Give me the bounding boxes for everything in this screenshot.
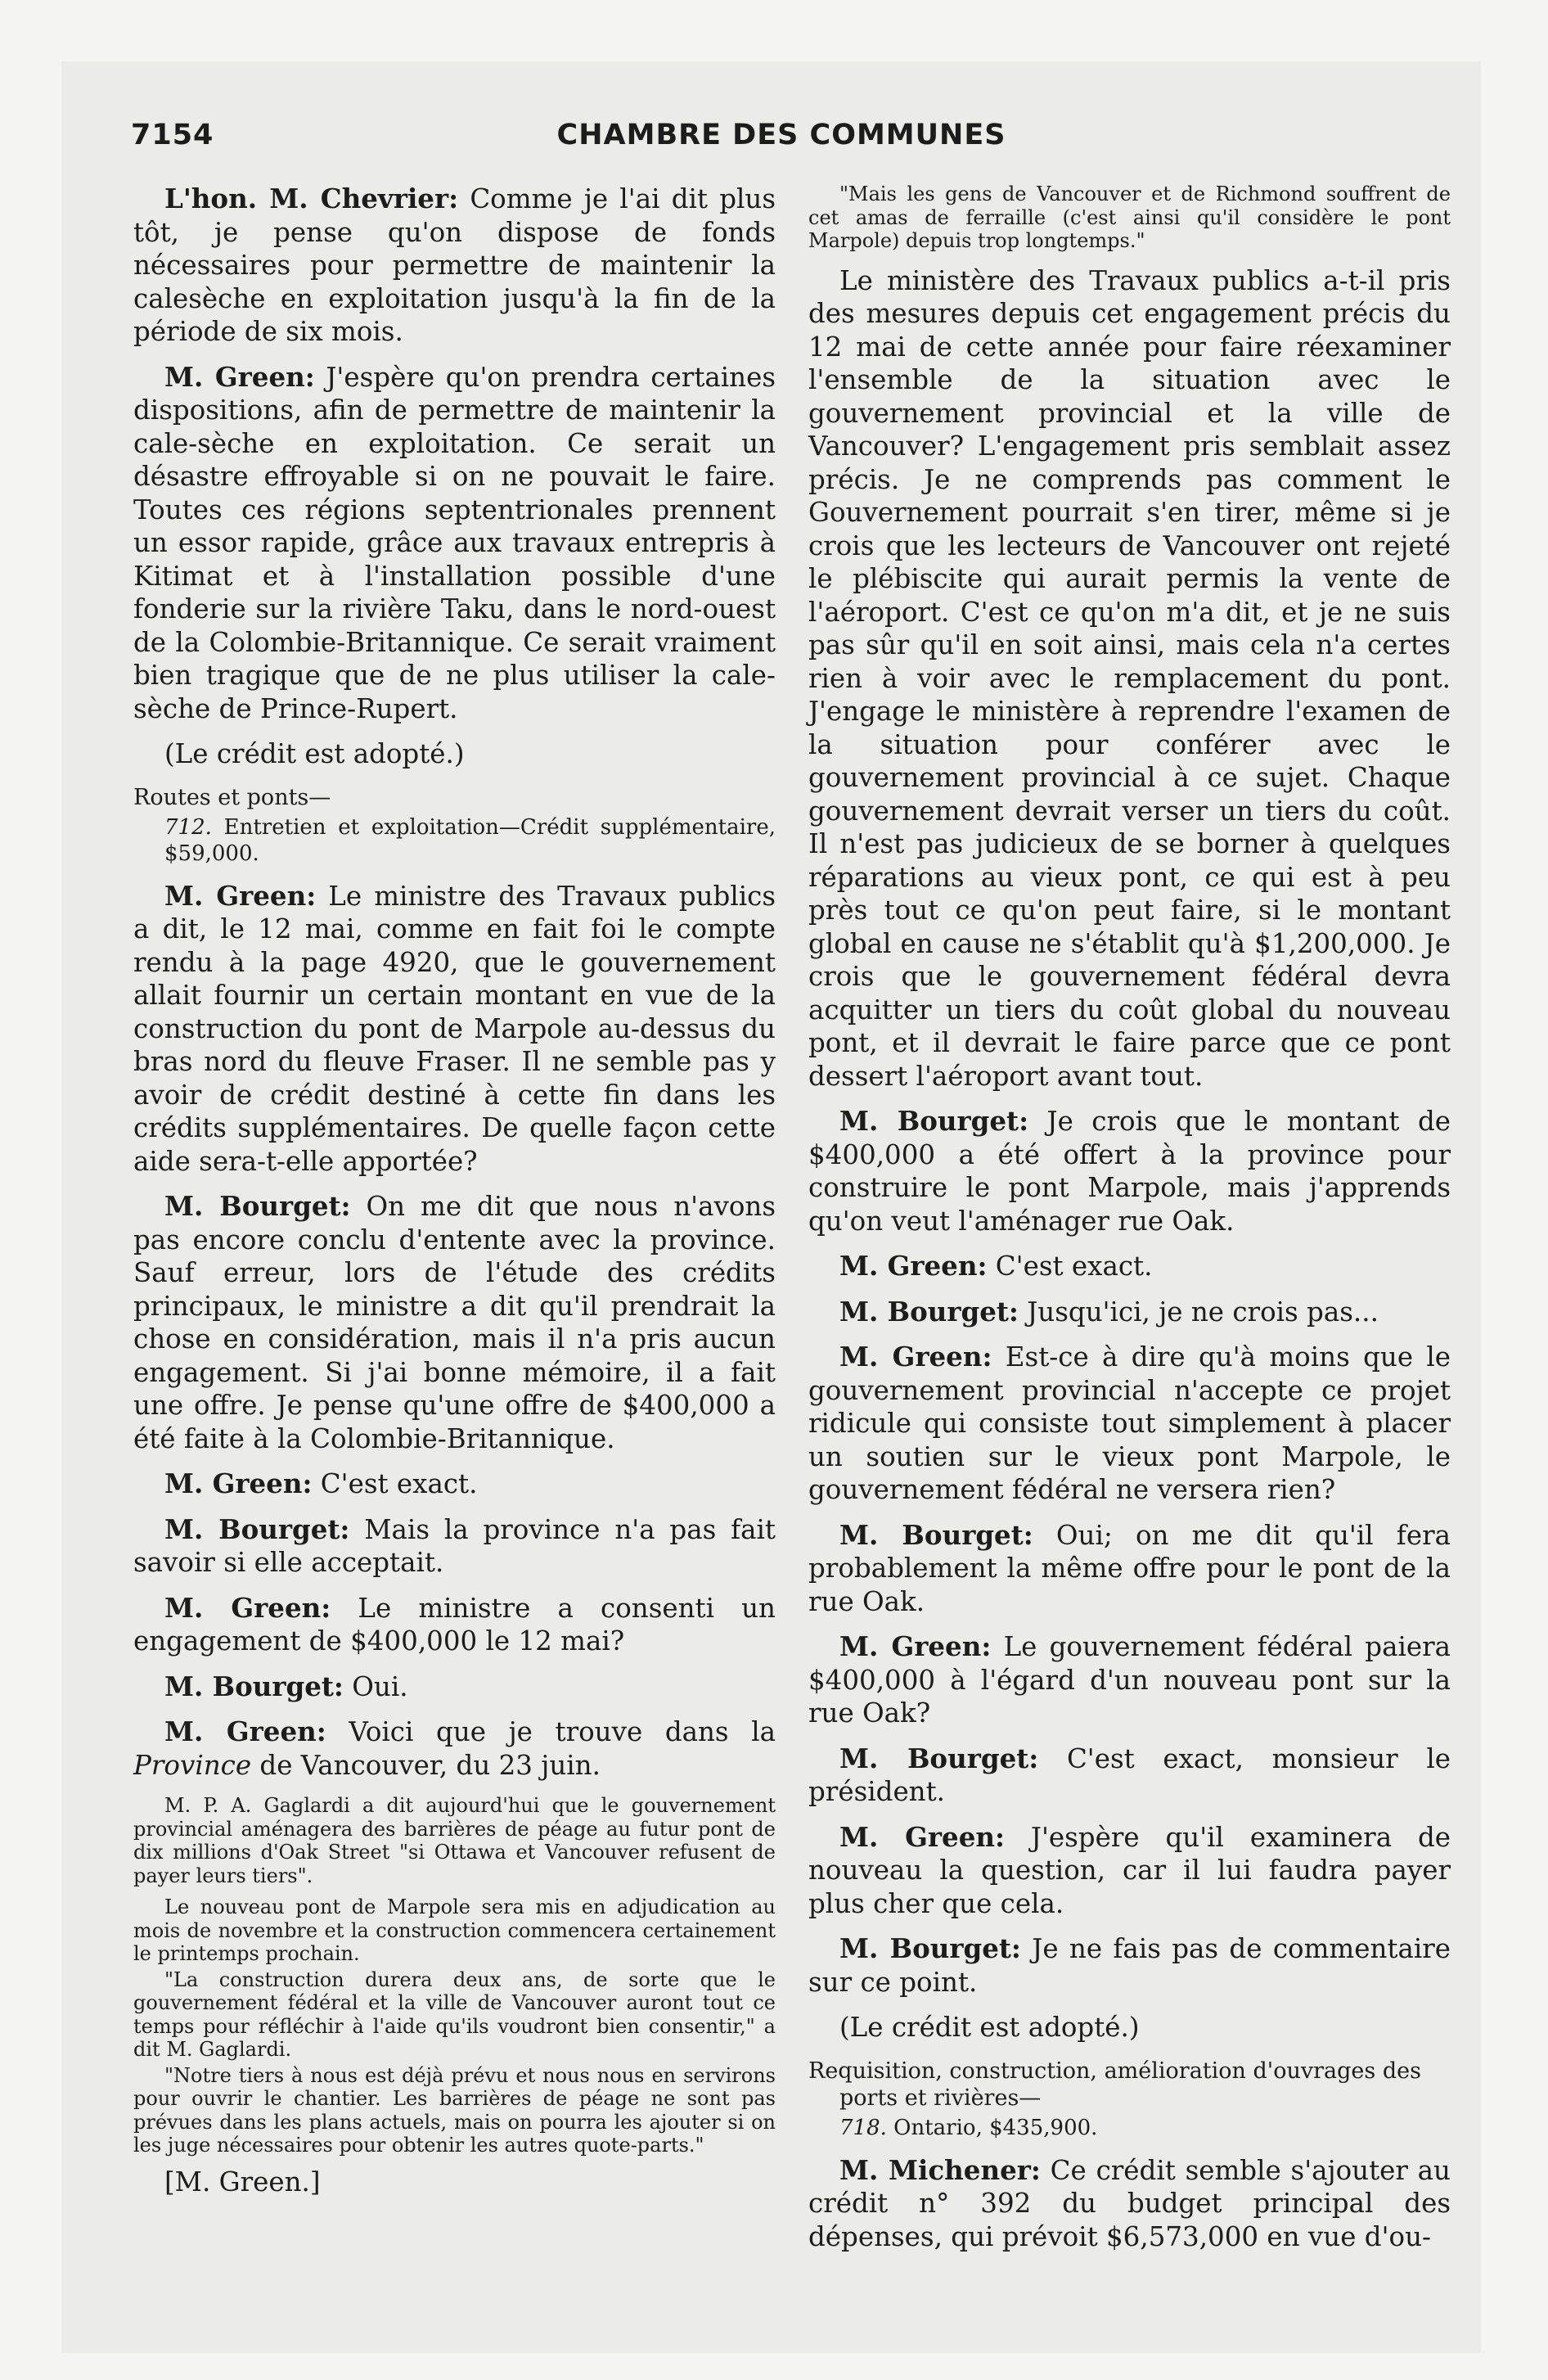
paragraph [133,1715,776,1782]
speaker-name: L'hon. M. Chevrier: [164,183,459,214]
speaker-name: M. Bourget: [164,1512,350,1545]
paragraph [808,1630,1451,1730]
speech-text: C'est exact. [987,1251,1153,1282]
paragraph [133,880,776,1179]
speaker-name: M. Bourget: [839,1295,1019,1327]
speech-text: Mais la province n'a pas fait savoir si elle acceptait. [133,1513,776,1578]
right-column [808,183,1451,2265]
paragraph [808,2154,1451,2254]
paragraph [808,1296,1451,1329]
paragraph [808,1742,1451,1809]
left-column [133,183,776,2211]
speech-text: de Vancouver, du 23 juin. [251,1749,601,1781]
speech-text: Le gouvernement fédéral paiera $400,000 à l'égard d'un nouveau pont sur la rue Oak? [808,1631,1451,1729]
paragraph: Le ministère des Travaux publics a-t-il pris des mesures depuis cet engagement précis du 12 mai de cette année pour faire réexaminer l'ensemble de la situation avec le gouvernement provincial et la ville de Vancouver? L'engagement pris semblait assez précis. Je ne comprends pas comment le Gouvernement pourrait s'en tirer, même si je crois que les lecteurs de Vancouver ont rejeté le plébiscite qui aurait permis la vente de l'aéroport. C'est ce qu'on m'a dit, et je ne suis pas sûr qu'il en soit ainsi, mais cela n'a certes rien à voir avec le remplacement du pont. J'engage le ministère à reprendre l'examen de la situation pour conférer avec le gouvernement provincial à ce sujet. Chaque gouvernement devrait verser un tiers du coût. Il n'est pas judicieux de se borner à quelques réparations au vieux pont, ce qui est à peu près tout ce qu'on peut faire, si le montant global en cause ne s'établit qu'à $1,200,000. Je crois que le gouvernement fédéral devra acquitter un tiers du coût global du nouveau pont, et il devrait le faire parce que ce pont dessert l'aéroport avant tout. [808,264,1451,1092]
speaker-name: M. Bourget: [839,1932,1021,1964]
speech-text: C'est exact, monsieur le président. [808,1742,1451,1807]
speech-text: J'espère qu'il examinera de nouveau la question, car il lui faudra payer plus cher que cela. [808,1821,1451,1919]
credit-text: Ontario, $435,900. [886,2115,1098,2140]
page-header [131,119,1432,168]
speaker-name: M. Green: [839,1630,992,1662]
paragraph [133,1513,776,1580]
speaker-continuation: [M. Green.] [164,2166,321,2197]
credit-item [808,2115,1451,2141]
paragraph [133,361,776,726]
quoted-paragraph: "Mais les gens de Vancouver et de Richmond souffrent de cet amas de ferraille (c'est ainsi qu'il considère le pont Marpole) depuis trop longtemps." [808,183,1451,252]
paragraph [808,1821,1451,1921]
speaker-name: M. Michener: [839,2153,1041,2186]
section-heading: Routes et ponts— [133,784,331,810]
speaker-name: M. Bourget: [839,1518,1033,1551]
credit-item [133,814,776,867]
speech-text: Est-ce à dire qu'à moins que le gouvernement provincial n'accepte ce projet ridicule qui consiste tout simplement à placer un soutien sur le vieux pont Marpole, le gouvernement fédéral ne versera rien? [808,1341,1451,1505]
speaker-name: M. Green: [164,1715,326,1747]
credit-text: Entretien et exploitation—Crédit supplémentaire, $59,000. [164,814,776,866]
newspaper-name: Province [133,1749,252,1781]
speaker-name: M. Bourget: [164,1670,344,1702]
paragraph [808,1932,1451,1999]
page-sheet [61,61,1481,2353]
paragraph [808,1519,1451,1619]
speech-text: Je ne fais pas de commentaire sur ce point. [808,1933,1451,1998]
speaker-name: M. Green: [839,1250,988,1282]
credit-number: 712. [164,814,212,840]
speech-text: Jusqu'ici, je ne crois pas... [1018,1296,1379,1327]
speaker-name: M. Bourget: [839,1742,1039,1774]
speaker-name: M. Green: [164,360,315,393]
speech-text: Oui; on me dit qu'il fera probablement la même offre pour le pont de la rue Oak. [808,1519,1451,1617]
speech-text: Comme je l'ai dit plus tôt, je pense qu'on dispose de fonds nécessaires pour permettre de maintenir la calesèche en exploitation jusqu'à la fin de la période de six mois. [133,183,776,347]
speech-text: Le ministre des Travaux publics a dit, le 12 mai, comme en fait foi le compte rendu à la page 4920, que le gouvernement allait fournir un certain montant en vue de la construction du pont de Marpole au-dessus du bras nord du fleuve Fraser. Il ne semble pas y avoir de crédit destiné à cette fin dans les crédits supplémentaires. De quelle façon cette aide sera-t-elle apportée? [133,880,776,1177]
quoted-paragraph: M. P. A. Gaglardi a dit aujourd'hui que le gouvernement provincial aménagera des barrières de péage au futur pont de dix millions d'Oak Street "si Ottawa et Vancouver refusent de payer leurs tiers". [133,1794,776,1887]
paragraph [133,1670,776,1704]
paragraph [133,1467,776,1501]
paragraph [808,1250,1451,1283]
paragraph [133,1592,776,1658]
speech-text: J'espère qu'on prendra certaines dispositions, afin de permettre de maintenir la cale-sèche en exploitation. Ce serait un désastre effroyable si on ne pouvait le faire. Toutes ces régions septentrionales prennent un essor rapide, grâce aux travaux entrepris à Kitimat et à l'installation possible d'une fonderie sur la rivière Taku, dans le nord-ouest de la Colombie-Britannique. Ce serait vraiment bien tragique que de ne plus utiliser la cale-sèche de Prince-Rupert. [133,361,776,724]
speech-text: C'est exact. [312,1468,478,1499]
page-number: 7154 [131,119,214,151]
vote-adopted: (Le crédit est adopté.) [839,2012,1140,2043]
speaker-name: M. Green: [839,1820,1006,1853]
speaker-name: M. Green: [164,879,317,912]
credit-number: 718. [839,2115,887,2140]
speech-text: Oui. [343,1670,408,1702]
speaker-name: M. Bourget: [839,1105,1029,1137]
vote-adopted: (Le crédit est adopté.) [164,738,465,769]
speech-text: Je crois que le montant de $400,000 a été offert à la province pour construire le pont Marpole, mais j'apprends qu'on veut l'aménager rue Oak. [808,1106,1451,1237]
speaker-name: M. Green: [839,1341,992,1373]
section-heading: Requisition, construction, amélioration d'ouvrages des ports et rivières— [808,2058,1421,2111]
speaker-name: M. Green: [164,1591,331,1624]
paragraph [808,1341,1451,1507]
speech-text: Voici que je trouve dans la [326,1716,776,1747]
speaker-name: M. Bourget: [164,1190,351,1222]
paragraph [133,183,776,349]
quoted-paragraph: Le nouveau pont de Marpole sera mis en adjudication au mois de novembre et la construction commencera certainement le printemps prochain. [133,1895,776,1965]
speech-text: On me dit que nous n'avons pas encore conclu d'entente avec la province. Sauf erreur, lors de l'étude des crédits principaux, le ministre a dit qu'il prendrait la chose en considération, mais il n'a pris aucun engagement. Si j'ai bonne mémoire, il a fait une offre. Je pense qu'une offre de $400,000 a été faite à la Colombie-Britannique. [133,1191,776,1454]
quoted-paragraph: "Notre tiers à nous est déjà prévu et nous nous en servirons pour ouvrir le chantier. Les barrières de péage ne sont pas prévues dans les plans actuels, mais on pourra les ajouter si on les juge nécessaires pour obtenir les autres quote-parts." [133,2063,776,2157]
speaker-name: M. Green: [164,1467,313,1499]
page-title: CHAMBRE DES COMMUNES [556,119,1006,151]
paragraph [808,1105,1451,1237]
speech-text: Ce crédit semble s'ajouter au crédit n° 392 du budget principal des dépenses, qui prévoit $6,573,000 en vue d'ou- [808,2154,1451,2252]
paragraph [133,1190,776,1455]
speech-text: Le ministre a consenti un engagement de $400,000 le 12 mai? [133,1592,776,1657]
quoted-paragraph: "La construction durera deux ans, de sorte que le gouvernement fédéral et la ville de Vancouver auront tout ce temps pour réfléchir à l'aide qu'ils voudront bien consentir," a dit M. Gaglardi. [133,1968,776,2061]
